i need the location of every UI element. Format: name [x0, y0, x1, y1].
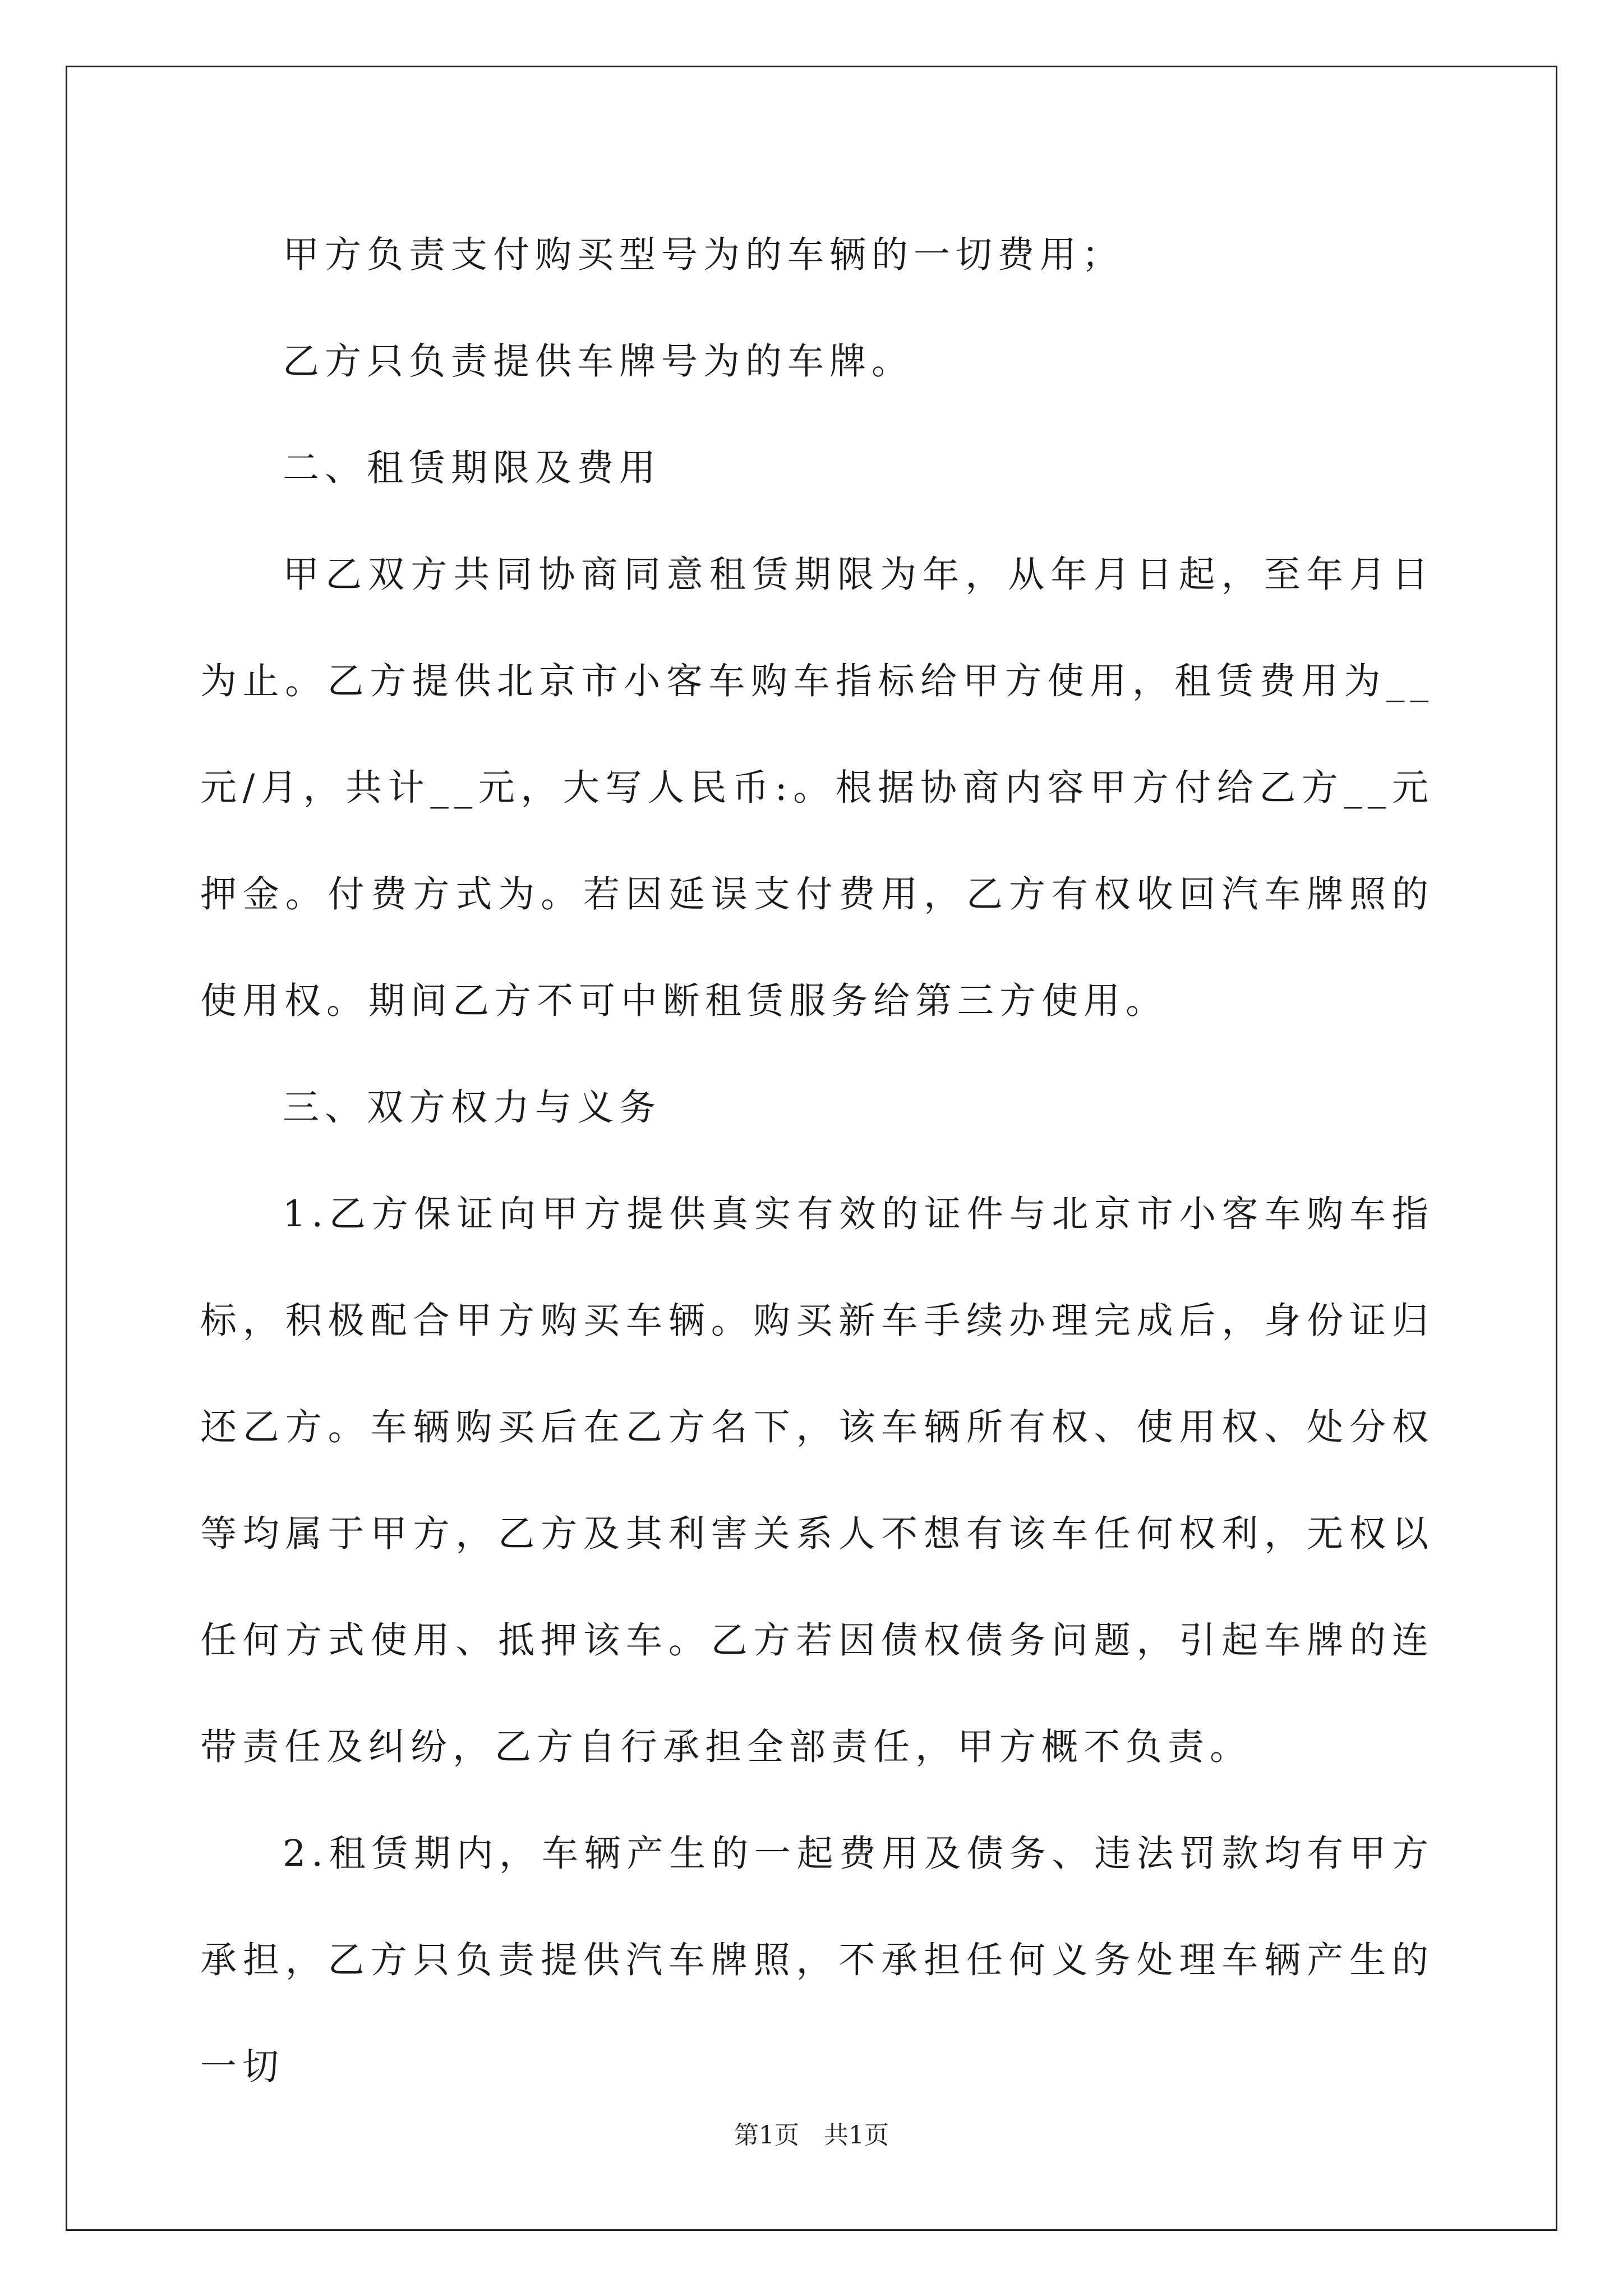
page-number-footer: 第1页 共1页 [734, 2121, 889, 2150]
paragraph-lease-term-fees: 甲乙双方共同协商同意租赁期限为年，从年月日起，至年月日为止。乙方提供北京市小客车购车指标给甲方使用，租赁费用为__元/月，共计__元，大写人民币:。根据协商内容甲方付给乙方__元押金。付费方式为。若因延误支付费用，乙方有权收回汽车牌照的使用权。期间乙方不可中断租赁服务给第三方使用。 [200, 554, 1434, 1022]
paragraph-payment-responsibility: 甲方负责支付购买型号为的车辆的一切费用； [283, 234, 1124, 276]
section-heading-lease-term: 二、租赁期限及费用 [283, 447, 662, 489]
paragraph-license-plate: 乙方只负责提供车牌号为的车牌。 [283, 341, 914, 383]
paragraph-clause-1: 1.乙方保证向甲方提供真实有效的证件与北京市小客车购车指标，积极配合甲方购买车辆。购买新车手续办理完成后，身份证归还乙方。车辆购买后在乙方名下，该车辆所有权、使用权、处分权等均属于甲方，乙方及其利害关系人不想有该车任何权利，无权以任何方式使用、抵押该车。乙方若因债权债务问题，引起车牌的连带责任及纠纷，乙方自行承担全部责任，甲方概不负责。 [200, 1193, 1434, 1768]
document-body [200, 202, 1434, 2120]
section-heading-rights-obligations: 三、双方权力与义务 [283, 1087, 662, 1129]
paragraph-clause-2: 2.租赁期内，车辆产生的一起费用及债务、违法罚款均有甲方承担，乙方只负责提供汽车牌照，不承担任何义务处理车辆产生的一切 [200, 1833, 1434, 2088]
